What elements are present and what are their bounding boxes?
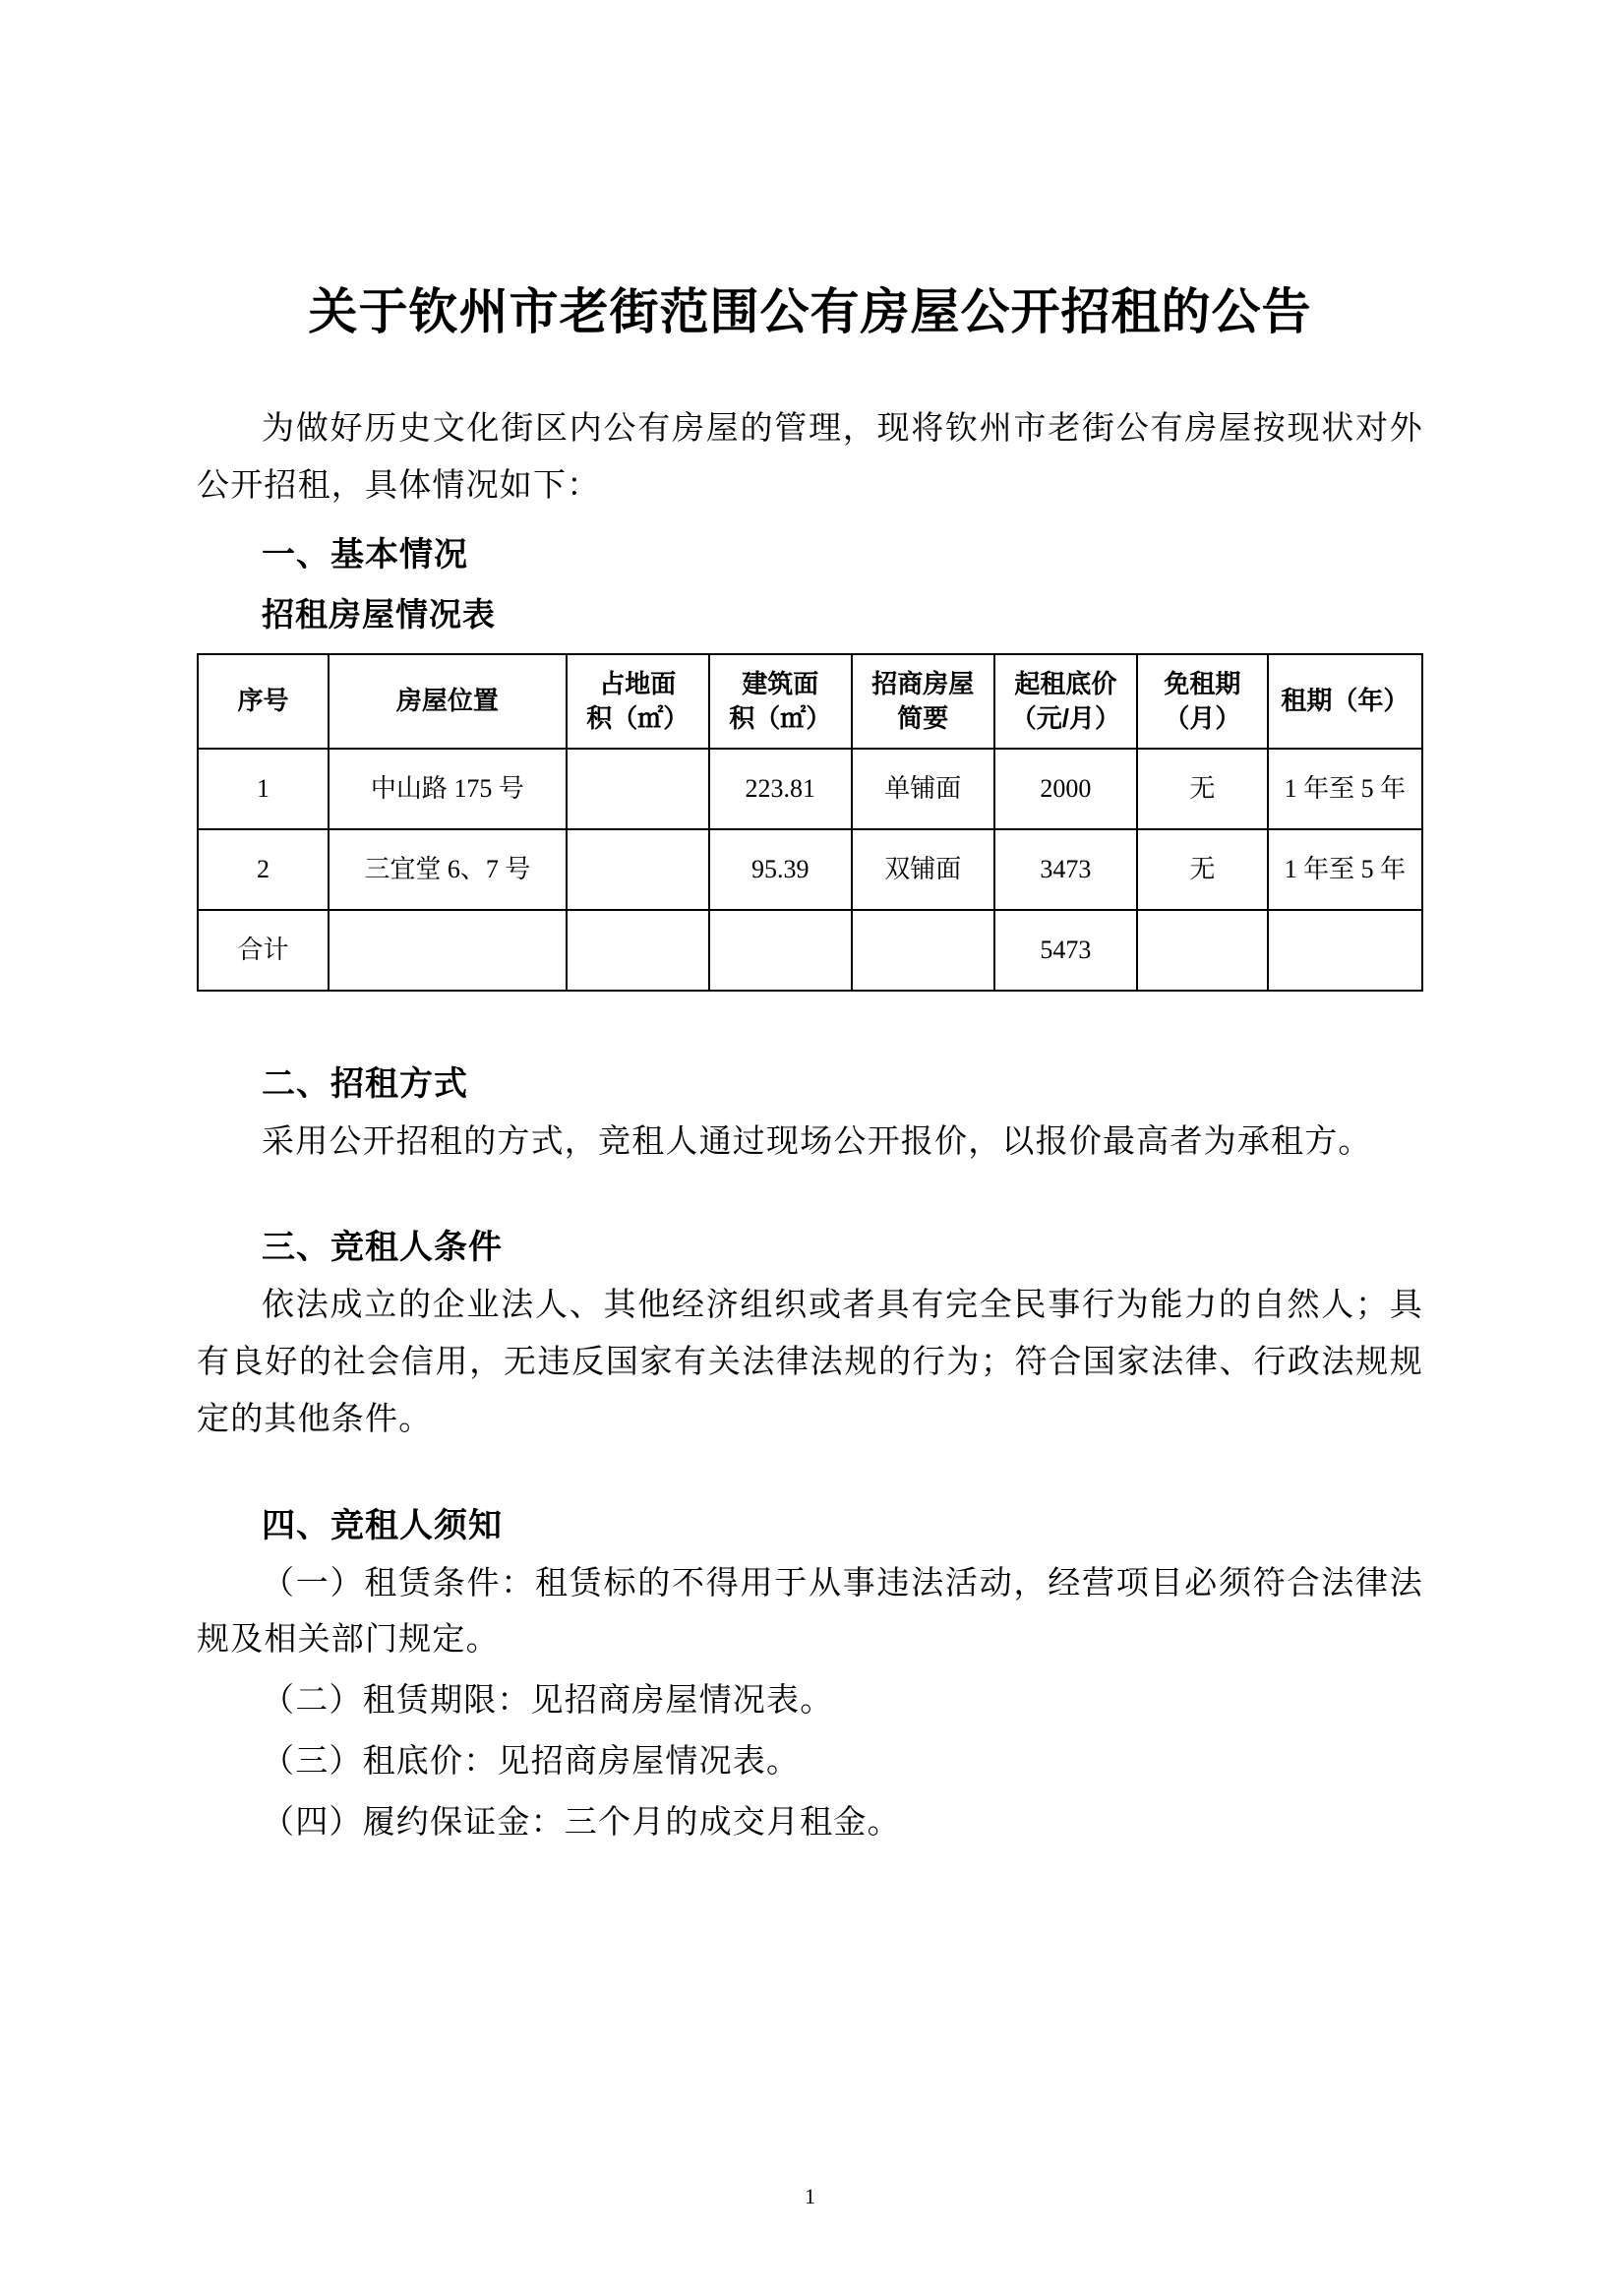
notice-item-lease-term: （二）租赁期限：见招商房屋情况表。 (262, 1683, 834, 1720)
notice-item-base-price: （三）租底价：见招商房屋情况表。 (262, 1743, 801, 1780)
cell-location: 中山路 175 号 (329, 749, 567, 829)
cell-building-area (709, 910, 852, 991)
cell-land-area (567, 910, 709, 991)
section-heading-bidder-conditions: 三、竞租人条件 (262, 1229, 503, 1267)
column-header-location: 房屋位置 (329, 654, 567, 749)
cell-index: 2 (198, 829, 329, 910)
section-heading-bidder-notice: 四、竞租人须知 (262, 1506, 503, 1544)
intro-paragraph: 为做好历史文化街区内公有房屋的管理，现将钦州市老街公有房屋按现状对外公开招租，具体情况如下： (197, 411, 1423, 504)
cell-base-price: 2000 (994, 749, 1137, 829)
section-body-rent-method: 采用公开招租的方式，竞租人通过现场公开报价，以报价最高者为承租方。 (262, 1123, 1372, 1160)
cell-summary: 双铺面 (852, 829, 994, 910)
notice-item-deposit: （四）履约保证金：三个月的成交月租金。 (262, 1804, 901, 1841)
cell-free-period: 无 (1137, 749, 1268, 829)
cell-free-period: 无 (1137, 829, 1268, 910)
column-header-base-price: 起租底价 （元/月） (994, 654, 1137, 749)
column-header-building-area: 建筑面 积（㎡） (709, 654, 852, 749)
page-title: 关于钦州市老街范围公有房屋公开招租的公告 (308, 284, 1312, 339)
page-number: 1 (805, 2184, 815, 2208)
cell-index: 合计 (198, 910, 329, 991)
cell-land-area (567, 749, 709, 829)
table-row (198, 749, 1422, 829)
rent-listing-table (197, 653, 1423, 992)
column-header-free-period: 免租期 （月） (1137, 654, 1268, 749)
cell-base-price: 3473 (994, 829, 1137, 910)
cell-free-period (1137, 910, 1268, 991)
section-body-bidder-conditions: 依法成立的企业法人、其他经济组织或者具有完全民事行为能力的自然人；具有良好的社会信用，无违反国家有关法律法规的行为；符合国家法律、行政法规规定的其他条件。 (197, 1288, 1423, 1437)
cell-location (329, 910, 567, 991)
cell-building-area: 95.39 (709, 829, 852, 910)
cell-location: 三宜堂 6、7 号 (329, 829, 567, 910)
cell-base-price: 5473 (994, 910, 1137, 991)
cell-index: 1 (198, 749, 329, 829)
column-header-index: 序号 (198, 654, 329, 749)
table-row (198, 829, 1422, 910)
table-header-row (198, 654, 1422, 749)
column-header-lease-term: 租期（年） (1268, 654, 1422, 749)
table-row-total (198, 910, 1422, 991)
table-caption: 招租房屋情况表 (262, 595, 496, 633)
cell-summary (852, 910, 994, 991)
cell-lease-term: 1 年至 5 年 (1268, 829, 1422, 910)
cell-lease-term (1268, 910, 1422, 991)
cell-land-area (567, 829, 709, 910)
section-heading-rent-method: 二、招租方式 (262, 1064, 468, 1103)
cell-lease-term: 1 年至 5 年 (1268, 749, 1422, 829)
column-header-summary: 招商房屋 简要 (852, 654, 994, 749)
notice-item-lease-conditions: （一）租赁条件：租赁标的不得用于从事违法活动，经营项目必须符合法律法规及相关部门规定。 (197, 1565, 1423, 1659)
cell-building-area: 223.81 (709, 749, 852, 829)
section-heading-basic-info: 一、基本情况 (262, 535, 468, 574)
column-header-land-area: 占地面 积（㎡） (567, 654, 709, 749)
cell-summary: 单铺面 (852, 749, 994, 829)
